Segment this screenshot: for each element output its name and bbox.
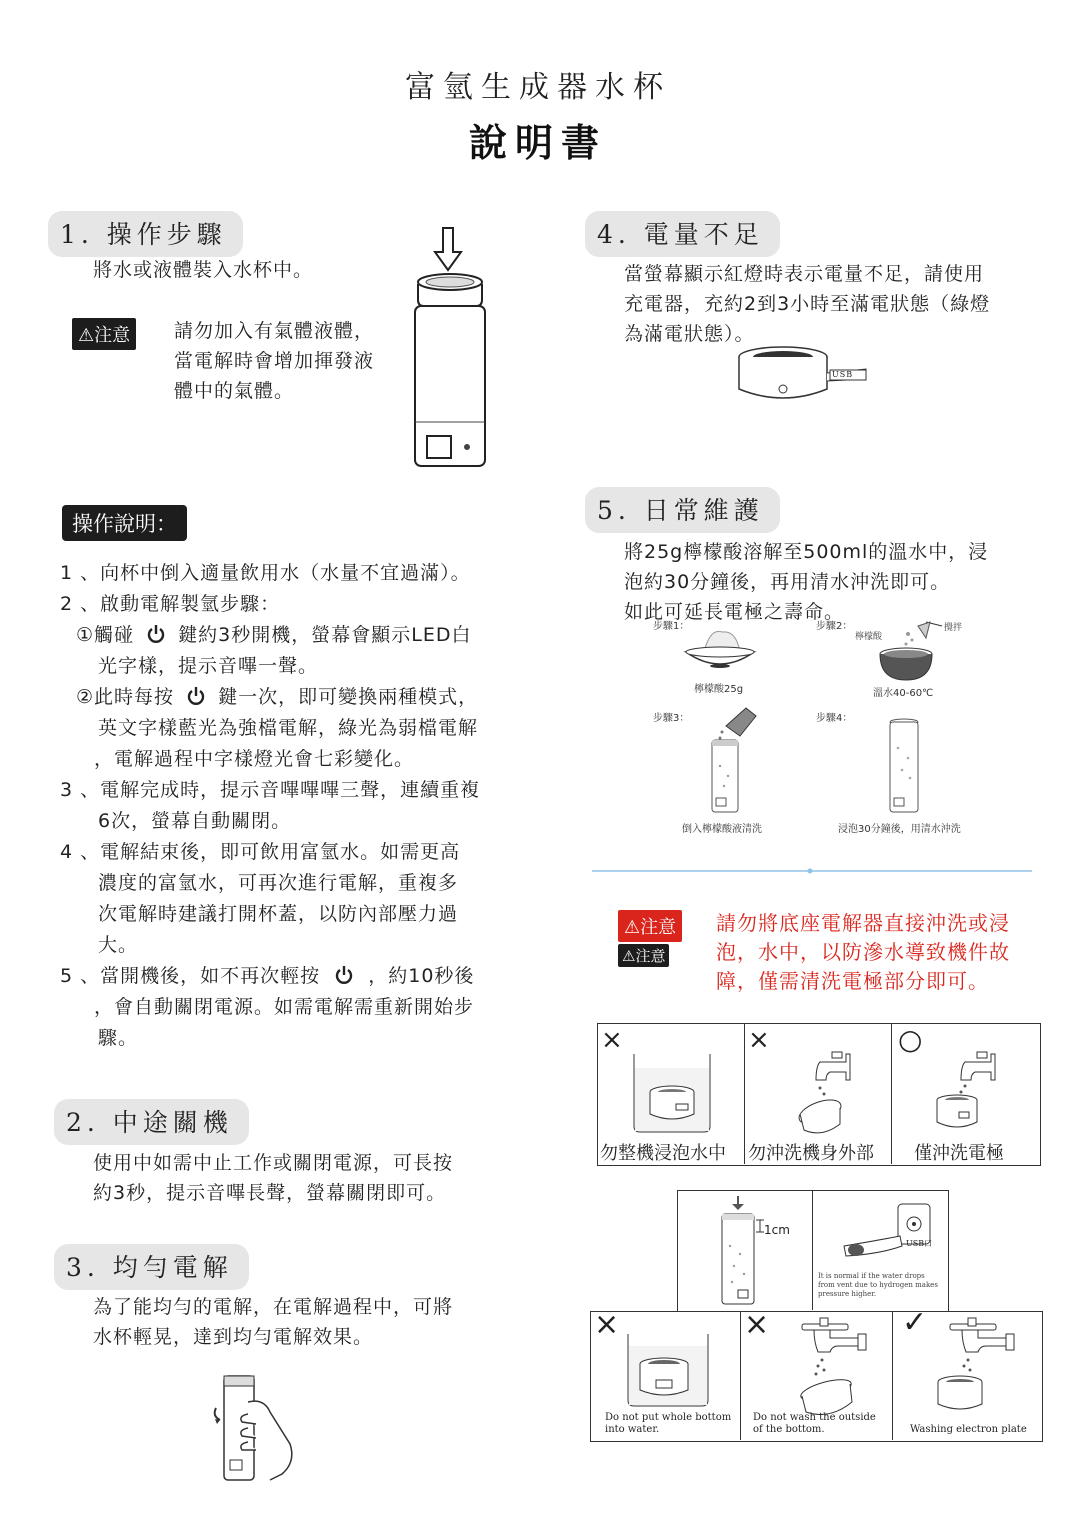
step3-caption: 倒入檸檬酸液清洗 xyxy=(682,824,762,835)
step4-label: 步驟4： xyxy=(816,713,853,724)
document-title: 富氫生成器水杯 xyxy=(405,70,671,105)
section5-line: 泡約30分鐘後，再用清水沖洗即可。 xyxy=(624,571,951,593)
section4-line: 充電器，充約2到3小時至滿電狀態（綠燈 xyxy=(624,293,991,315)
operation-line: 大。 xyxy=(98,934,139,956)
section2-text xyxy=(93,1148,453,1208)
operation-line: 5 、當開機後，如不再次輕按 ，約10秒後 xyxy=(60,961,530,992)
table-en-caption-line: Do not wash the outside xyxy=(753,1412,876,1423)
document-subtitle: 說明書 xyxy=(468,121,607,165)
section3-text xyxy=(93,1292,453,1352)
warning-line: 泡，水中，以防滲水導致機件故 xyxy=(716,940,1010,964)
section1-line: 將水或液體裝入水杯中。 xyxy=(93,259,314,281)
warning-line: 請勿將底座電解器直接沖洗或浸 xyxy=(716,911,1010,935)
cross-mark: × xyxy=(744,1307,770,1342)
step2-tag-citric: 檸檬酸 xyxy=(855,632,883,642)
section5-line: 如此可延長電極之壽命。 xyxy=(624,601,845,623)
power-icon xyxy=(327,961,361,992)
section5-heading: 5. 日常維護 xyxy=(585,487,780,533)
operation-line: ②此時每按 鍵一次，即可變換兩種模式， xyxy=(60,682,530,713)
usb-port-drip-illustration xyxy=(840,1200,940,1270)
bottle-fill-illustration xyxy=(405,222,495,478)
section5-text xyxy=(624,537,988,627)
drip-note xyxy=(818,1272,938,1299)
faucet-on-electrode-illustration xyxy=(925,1040,1025,1140)
step4-caption: 浸泡30分鐘後，用清水沖洗 xyxy=(838,824,961,835)
soak-bottle-illustration xyxy=(884,718,924,816)
table-zh-caption: 勿沖洗機身外部 xyxy=(748,1143,874,1164)
tap-on-electrode-illustration xyxy=(920,1316,1030,1416)
warning-text xyxy=(716,909,1010,996)
section-divider xyxy=(592,866,1032,876)
section3-line: 水杯輕晃，達到均勻電解效果。 xyxy=(93,1326,374,1348)
table-en-caption xyxy=(753,1412,876,1436)
cross-mark: × xyxy=(748,1025,770,1055)
section4-text xyxy=(624,259,1054,349)
section2-line: 使用中如需中止工作或關閉電源，可長按 xyxy=(93,1152,454,1174)
warning-line: 障，僅需清洗電極部分即可。 xyxy=(716,969,989,993)
warning-badge-red: ⚠注意 xyxy=(618,910,682,942)
drip-note-line: from vent due to hydrogen makes xyxy=(818,1281,938,1289)
warm-water-bowl-illustration xyxy=(876,620,948,684)
operation-line: ①觸碰 鍵約3秒開機，螢幕會顯示LED白 xyxy=(60,620,530,651)
table-en-caption xyxy=(910,1424,1027,1436)
power-icon xyxy=(141,620,171,651)
base-in-water-illustration xyxy=(620,1330,720,1410)
section3-heading: 3. 均勻電解 xyxy=(54,1244,249,1290)
section1-note-badge: ⚠注意 xyxy=(72,318,136,350)
section4-heading: 4. 電量不足 xyxy=(585,211,780,257)
cross-mark: × xyxy=(601,1025,623,1055)
tap-on-base-illustration xyxy=(788,1316,888,1416)
operation-line: 2 、啟動電解製氫步驟： xyxy=(60,593,281,615)
section4-line: 為滿電狀態）。 xyxy=(624,323,755,345)
step2-label: 步驟2： xyxy=(816,621,853,632)
operation-line: 6次，螢幕自動關閉。 xyxy=(98,810,292,832)
pour-solution-illustration xyxy=(706,706,758,814)
section1-note-line: 體中的氣體。 xyxy=(174,380,295,402)
step2-caption: 溫水40-60℃ xyxy=(873,688,934,699)
operation-line: 1 、向杯中倒入適量飲用水（水量不宜過滿）。 xyxy=(60,562,471,584)
operation-heading: 操作說明： xyxy=(62,505,187,541)
operation-line: 濃度的富氫水，可再次進行電解，重複多 xyxy=(98,872,459,894)
citric-acid-bowl-illustration xyxy=(684,622,756,672)
operation-line: 3 、電解完成時，提示音嗶嗶嗶三聲，連續重複 xyxy=(60,779,481,801)
operation-list xyxy=(60,558,530,1054)
table-zh-caption: 僅沖洗電極 xyxy=(914,1143,1004,1164)
power-icon xyxy=(181,682,211,713)
drip-note-line: pressure higher. xyxy=(818,1290,877,1298)
section1-note-line: 當電解時會增加揮發液 xyxy=(174,350,375,372)
table-en-caption-line: Do not put whole bottom xyxy=(605,1412,732,1423)
table-en-caption-line: of the bottom. xyxy=(753,1424,825,1435)
circle-mark: ○ xyxy=(898,1023,923,1056)
usb-label: USB xyxy=(832,370,854,379)
step2-tag-stir: 攪拌 xyxy=(944,623,963,633)
operation-line: 英文字樣藍光為強檔電解，綠光為弱檔電解 xyxy=(98,717,479,739)
table-en-caption-line: into water. xyxy=(605,1424,660,1435)
drip-note-line: It is normal if the water drops xyxy=(818,1272,925,1280)
operation-line: 次電解時建議打開杯蓋，以防內部壓力過 xyxy=(98,903,459,925)
section4-line: 當螢幕顯示紅燈時表示電量不足，請使用 xyxy=(624,263,985,285)
table-en-caption xyxy=(605,1412,731,1436)
step1-label: 步驟1： xyxy=(653,621,690,632)
step1-caption: 檸檬酸25g xyxy=(694,684,744,695)
operation-line: 4 、電解結束後，即可飲用富氫水。如需更高 xyxy=(60,841,461,863)
section2-heading: 2. 中途關機 xyxy=(54,1099,249,1145)
table-zh-caption: 勿整機浸泡水中 xyxy=(600,1143,726,1164)
operation-line: ，電解過程中字樣燈光會七彩變化。 xyxy=(94,748,415,770)
section5-line: 將25g檸檬酸溶解至500ml的溫水中，浸 xyxy=(624,541,989,563)
section3-line: 為了能均勻的電解，在電解過程中，可將 xyxy=(93,1296,454,1318)
section1-note-line: 請勿加入有氣體液體， xyxy=(174,320,375,342)
base-in-water-illustration xyxy=(620,1048,720,1138)
cross-mark: × xyxy=(594,1307,620,1342)
faucet-on-base-illustration xyxy=(780,1040,880,1140)
usb-port-label: USB口 xyxy=(906,1239,933,1248)
section1-note-text xyxy=(174,316,374,406)
operation-line: 驟。 xyxy=(98,1027,139,1049)
step3-label: 步驟3： xyxy=(653,713,690,724)
hand-shaking-bottle-illustration xyxy=(212,1370,302,1490)
operation-line: ，會自動關閉電源。如需電解需重新開始步 xyxy=(94,996,475,1018)
table-en-caption-line: Washing electron plate xyxy=(910,1424,1027,1435)
operation-line: 光字樣，提示音嗶一聲。 xyxy=(98,655,319,677)
section1-heading: 1. 操作步驟 xyxy=(48,211,243,257)
warning-badge-black: ⚠注意 xyxy=(618,944,669,967)
fill-level-bottle-illustration xyxy=(710,1194,810,1306)
fill-level-label: 1cm xyxy=(764,1223,790,1237)
section2-line: 約3秒，提示音嗶長聲，螢幕關閉即可。 xyxy=(93,1182,447,1204)
check-mark: ✓ xyxy=(902,1305,928,1340)
